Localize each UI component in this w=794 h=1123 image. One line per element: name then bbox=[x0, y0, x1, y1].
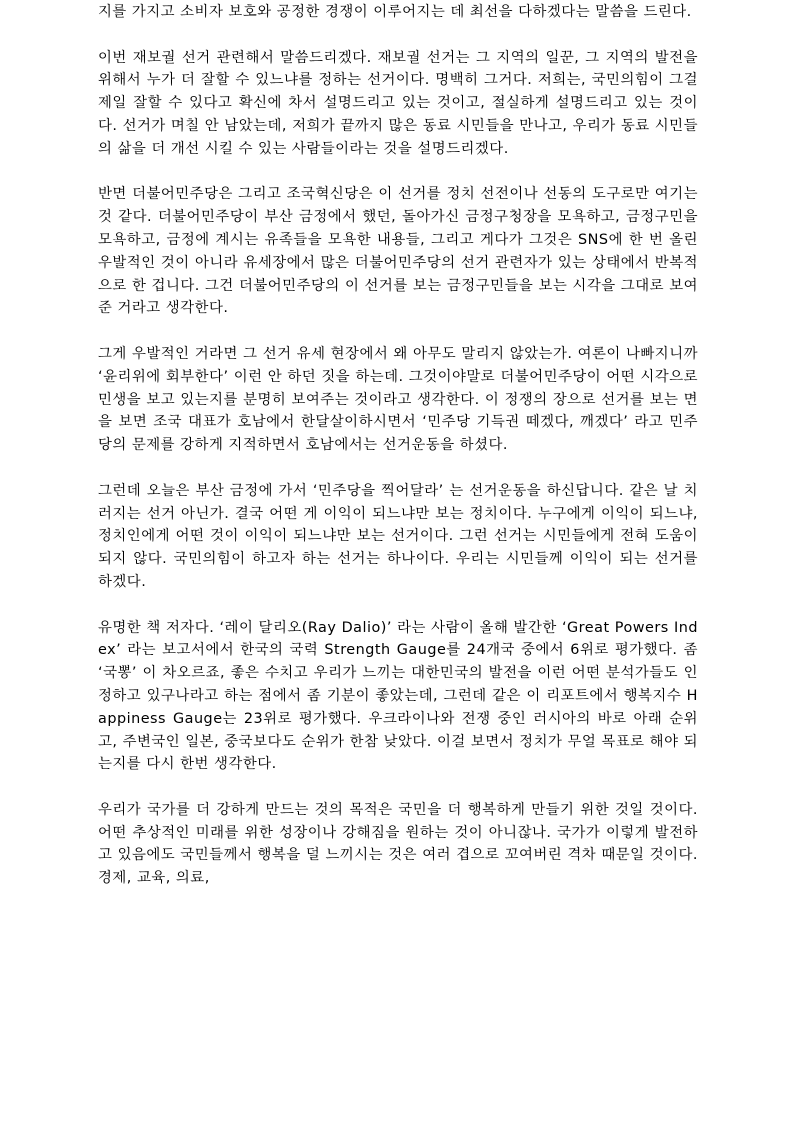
paragraph: 그런데 오늘은 부산 금정에 가서 ‘민주당을 찍어달라’ 는 선거운동을 하신답니다. 같은 날 치러지는 선거 아닌가. 결국 어떤 게 이익이 되느냐만 보는 정치이다. 누구에게 이익이 되느냐, 정치인에게 어떤 것이 이익이 되느냐만 보는 선거이다. 그런 선거는 시민들에게 전혀 도움이 되지 않다. 국민의힘이 하고자 하는 선거는 하나이다. 우리는 시민들께 이익이 되는 선거를 하겠다. bbox=[98, 482, 698, 590]
paragraph: 이번 재보궐 선거 관련해서 말씀드리겠다. 재보궐 선거는 그 지역의 일꾼, 그 지역의 발전을 위해서 누가 더 잘할 수 있느냐를 정하는 선거이다. 명백히 그거다. 저희는, 국민의힘이 그걸 제일 잘할 수 있다고 확신에 차서 설명드리고 있는 것이고, 절실하게 설명드리고 있는 것이다. 선거가 며칠 안 남았는데, 저희가 끝까지 많은 동료 시민들을 만나고, 우리가 동료 시민들의 삶을 더 개선 시킬 수 있는 사람들이라는 것을 설명드리겠다. bbox=[98, 49, 698, 157]
paragraph: 우리가 국가를 더 강하게 만드는 것의 목적은 국민을 더 행복하게 만들기 위한 것일 것이다. 어떤 추상적인 미래를 위한 성장이나 강해짐을 원하는 것이 아니잖나. 국가가 이렇게 발전하고 있음에도 국민들께서 행복을 덜 느끼시는 것은 여러 겹으로 꼬여버린 격차 때문일 것이다. 경제, 교육, 의료, bbox=[98, 801, 698, 887]
paragraph: 유명한 책 저자다. ‘레이 달리오(Ray Dalio)’ 라는 사람이 올해 발간한 ‘Great Powers Index’ 라는 보고서에서 한국의 국력 Strength Gauge를 24개국 중에서 6위로 평가했다. 좀 ‘국뽕’ 이 차오르죠, 좋은 수치고 우리가 느끼는 대한민국의 발전을 이런 어떤 분석가들도 인정하고 있구나라고 하는 점에서 좀 기분이 좋았는데, 그런데 같은 이 리포트에서 행복지수 Happiness Gauge는 23위로 평가했다. 우크라이나와 전쟁 중인 러시아의 바로 아래 순위고, 주변국인 일본, 중국보다도 순위가 한참 낮았다. 이걸 보면서 정치가 무얼 목표로 해야 되는지를 다시 한번 생각한다. bbox=[98, 619, 698, 773]
paragraph: 지를 가지고 소비자 보호와 공정한 경쟁이 이루어지는 데 최선을 다하겠다는 말씀을 드린다. bbox=[98, 4, 692, 20]
document-page bbox=[98, 0, 698, 913]
paragraph: 반면 더불어민주당은 그리고 조국혁신당은 이 선거를 정치 선전이나 선동의 도구로만 여기는 것 같다. 더불어민주당이 부산 금정에서 했던, 돌아가신 금정구청장을 모욕하고, 금정구민을 모욕하고, 금정에 계시는 유족들을 모욕한 내용들, 그리고 게다가 그것은 SNS에 한 번 올린 우발적인 것이 아니라 유세장에서 많은 더불어민주당의 선거 관련자가 있는 상태에서 반복적으로 한 겁니다. 그건 더불어민주당의 이 선거를 보는 금정구민들을 보는 시각을 그대로 보여준 거라고 생각한다. bbox=[98, 186, 698, 317]
paragraph: 그게 우발적인 거라면 그 선거 유세 현장에서 왜 아무도 말리지 않았는가. 여론이 나빠지니까 ‘윤리위에 회부한다’ 이런 안 하던 짓을 하는데. 그것이야말로 더불어민주당이 어떤 시각으로 민생을 보고 있는지를 분명히 보여주는 것이라고 생각한다. 이 정쟁의 장으로 선거를 보는 면을 보면 조국 대표가 호남에서 한달살이하시면서 ‘민주당 기득권 떼겠다, 깨겠다’ 라고 민주당의 문제를 강하게 지적하면서 호남에서는 선거운동을 하셨다. bbox=[98, 345, 698, 454]
